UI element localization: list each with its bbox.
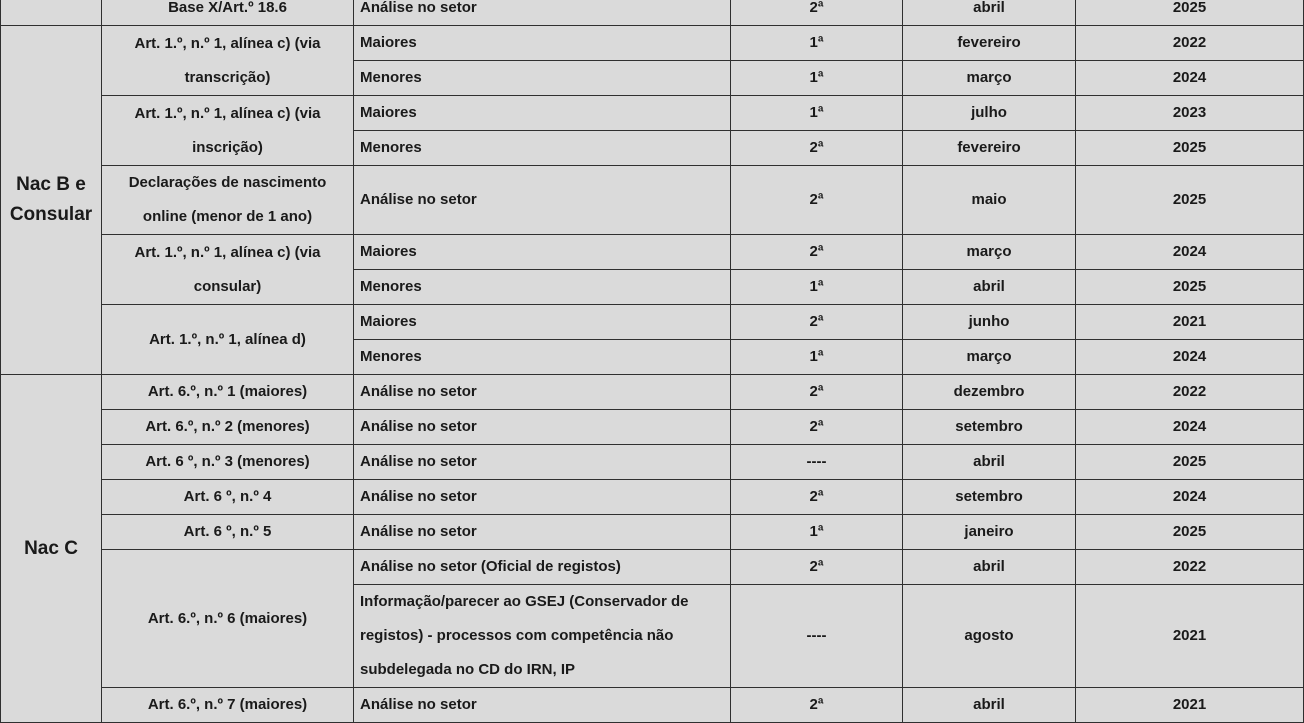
month-cell: abril: [903, 270, 1076, 305]
month-cell: julho: [903, 96, 1076, 131]
phase-cell: 2ª: [731, 305, 903, 340]
table-row: [1, 26, 1304, 61]
month-cell: fevereiro: [903, 131, 1076, 166]
subcategory-cell: Análise no setor: [354, 480, 731, 515]
month-cell: fevereiro: [903, 26, 1076, 61]
phase-cell: 1ª: [731, 96, 903, 131]
month-cell: janeiro: [903, 515, 1076, 550]
year-cell: 2021: [1076, 688, 1304, 723]
group-cell-empty: [1, 0, 102, 26]
year-cell: 2025: [1076, 0, 1304, 26]
subcategory-cell: Maiores: [354, 305, 731, 340]
article-cell: Art. 6.º, n.º 6 (maiores): [102, 550, 354, 688]
phase-cell: ----: [731, 585, 903, 688]
subcategory-cell: Menores: [354, 340, 731, 375]
table-row: [1, 375, 1304, 410]
group-cell-nac-c: Nac C: [1, 375, 102, 723]
article-cell: Art. 1.º, n.º 1, alínea c) (via transcrição): [102, 26, 354, 96]
table-row: [1, 166, 1304, 235]
month-cell: junho: [903, 305, 1076, 340]
phase-cell: 2ª: [731, 131, 903, 166]
month-cell: abril: [903, 688, 1076, 723]
subcategory-cell: Análise no setor: [354, 515, 731, 550]
article-cell: Art. 6 º, n.º 4: [102, 480, 354, 515]
month-cell: setembro: [903, 480, 1076, 515]
article-cell: Base X/Art.º 18.6: [102, 0, 354, 26]
year-cell: 2025: [1076, 131, 1304, 166]
phase-cell: 2ª: [731, 410, 903, 445]
table-row: [1, 480, 1304, 515]
table-row: [1, 96, 1304, 131]
month-cell: abril: [903, 445, 1076, 480]
table-row: [1, 550, 1304, 585]
year-cell: 2025: [1076, 270, 1304, 305]
month-cell: abril: [903, 550, 1076, 585]
year-cell: 2021: [1076, 305, 1304, 340]
phase-cell: 2ª: [731, 235, 903, 270]
year-cell: 2024: [1076, 235, 1304, 270]
phase-cell: 1ª: [731, 340, 903, 375]
month-cell: setembro: [903, 410, 1076, 445]
group-cell-nac-b: Nac B e Consular: [1, 26, 102, 375]
subcategory-cell: Análise no setor: [354, 0, 731, 26]
year-cell: 2024: [1076, 480, 1304, 515]
subcategory-cell: Maiores: [354, 235, 731, 270]
article-cell: Art. 6.º, n.º 1 (maiores): [102, 375, 354, 410]
table-row: [1, 235, 1304, 270]
article-cell: Art. 6 º, n.º 5: [102, 515, 354, 550]
year-cell: 2021: [1076, 585, 1304, 688]
phase-cell: 2ª: [731, 166, 903, 235]
subcategory-cell: Análise no setor: [354, 375, 731, 410]
subcategory-cell: Menores: [354, 61, 731, 96]
year-cell: 2022: [1076, 26, 1304, 61]
phase-cell: 2ª: [731, 688, 903, 723]
year-cell: 2022: [1076, 375, 1304, 410]
month-cell: março: [903, 235, 1076, 270]
subcategory-cell: Análise no setor: [354, 688, 731, 723]
phase-cell: 1ª: [731, 270, 903, 305]
year-cell: 2025: [1076, 166, 1304, 235]
article-cell: Art. 6.º, n.º 2 (menores): [102, 410, 354, 445]
subcategory-cell: Informação/parecer ao GSEJ (Conservador de registos) - processos com competência não subdelegada no CD do IRN, IP: [354, 585, 731, 688]
subcategory-cell: Análise no setor: [354, 445, 731, 480]
phase-cell: 1ª: [731, 26, 903, 61]
subcategory-cell: Análise no setor: [354, 410, 731, 445]
year-cell: 2024: [1076, 61, 1304, 96]
article-cell: Art. 1.º, n.º 1, alínea c) (via consular): [102, 235, 354, 305]
table-row: [1, 0, 1304, 26]
article-cell: Art. 1.º, n.º 1, alínea d): [102, 305, 354, 375]
phase-cell: 1ª: [731, 61, 903, 96]
year-cell: 2024: [1076, 410, 1304, 445]
table-row: [1, 688, 1304, 723]
phase-cell: ----: [731, 445, 903, 480]
year-cell: 2024: [1076, 340, 1304, 375]
article-cell: Art. 1.º, n.º 1, alínea c) (via inscrição): [102, 96, 354, 166]
table-row: [1, 445, 1304, 480]
subcategory-cell: Menores: [354, 131, 731, 166]
month-cell: agosto: [903, 585, 1076, 688]
year-cell: 2022: [1076, 550, 1304, 585]
article-cell: Declarações de nascimento online (menor de 1 ano): [102, 166, 354, 235]
phase-cell: 2ª: [731, 550, 903, 585]
month-cell: março: [903, 61, 1076, 96]
table-row: [1, 410, 1304, 445]
year-cell: 2025: [1076, 445, 1304, 480]
phase-cell: 2ª: [731, 375, 903, 410]
year-cell: 2023: [1076, 96, 1304, 131]
month-cell: dezembro: [903, 375, 1076, 410]
article-cell: Art. 6.º, n.º 7 (maiores): [102, 688, 354, 723]
table-row: [1, 515, 1304, 550]
subcategory-cell: Menores: [354, 270, 731, 305]
phase-cell: 2ª: [731, 0, 903, 26]
subcategory-cell: Análise no setor (Oficial de registos): [354, 550, 731, 585]
table-row: [1, 305, 1304, 340]
month-cell: maio: [903, 166, 1076, 235]
month-cell: abril: [903, 0, 1076, 26]
subcategory-cell: Maiores: [354, 26, 731, 61]
subcategory-cell: Análise no setor: [354, 166, 731, 235]
subcategory-cell: Maiores: [354, 96, 731, 131]
phase-cell: 2ª: [731, 480, 903, 515]
month-cell: março: [903, 340, 1076, 375]
year-cell: 2025: [1076, 515, 1304, 550]
article-cell: Art. 6 º, n.º 3 (menores): [102, 445, 354, 480]
phase-cell: 1ª: [731, 515, 903, 550]
